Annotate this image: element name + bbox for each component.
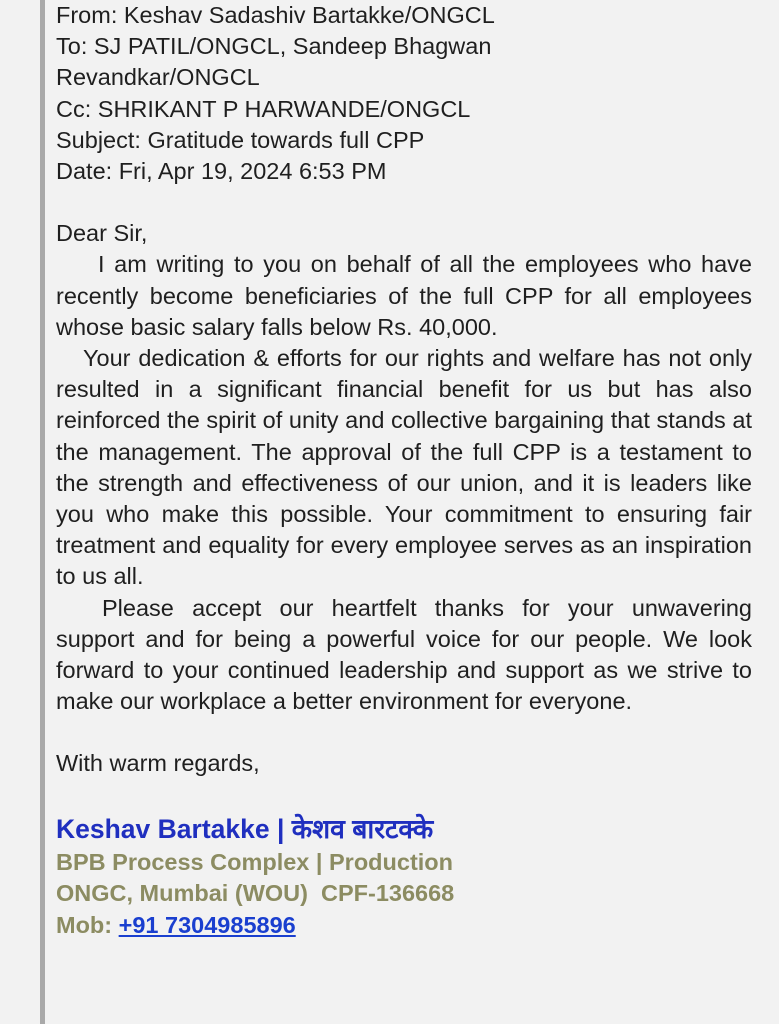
body-paragraph-2: Your dedication & efforts for our rights and welfare has not only resulted in a significant financial benefit for us but has also reinforced the spirit of unity and collective bargaining that stands at the management. The approval of the full CPP is a testament to the strength and effectiveness of our union, and it is leaders like you who make this possible. Your commitment to ensuring fair treatment and equality for every employee serves as an inspiration to us all.	[56, 345, 752, 590]
quote-bar	[40, 0, 45, 1024]
signoff: With warm regards,	[56, 750, 260, 777]
greeting: Dear Sir,	[56, 220, 148, 247]
signature-department: BPB Process Complex | Production	[56, 848, 454, 875]
signature-block	[56, 811, 752, 942]
email-headers	[56, 0, 752, 187]
body-paragraph-1: I am writing to you on behalf of all the employees who have recently become beneficiaries of the full CPP for all employees whose basic salary falls below Rs. 40,000.	[56, 251, 752, 340]
date-line: Date: Fri, Apr 19, 2024 6:53 PM	[56, 158, 387, 185]
body-paragraph-3: Please accept our heartfelt thanks for your unwavering support and for being a powerful voice for our people. We look forward to your continued leadership and support as we strive to make our workplace a better environment for everyone.	[56, 594, 752, 715]
phone-link[interactable]: +91 7304985896	[118, 911, 296, 938]
from-line: From: Keshav Sadashiv Bartakke/ONGCL	[56, 2, 495, 28]
subject-line: Subject: Gratitude towards full CPP	[56, 126, 425, 153]
cc-line: Cc: SHRIKANT P HARWANDE/ONGCL	[56, 95, 471, 122]
signature-location: ONGC, Mumbai (WOU) CPF-136668	[56, 880, 455, 907]
signature-name: Keshav Bartakke | केशव बारटक्के	[56, 813, 434, 844]
to-line: To: SJ PATIL/ONGCL, Sandeep Bhagwan	[56, 33, 492, 60]
mobile-label: Mob:	[56, 911, 119, 938]
signature-mobile	[56, 910, 752, 942]
to-line-continued: Revandkar/ONGCL	[56, 64, 260, 91]
email-body	[56, 0, 752, 941]
